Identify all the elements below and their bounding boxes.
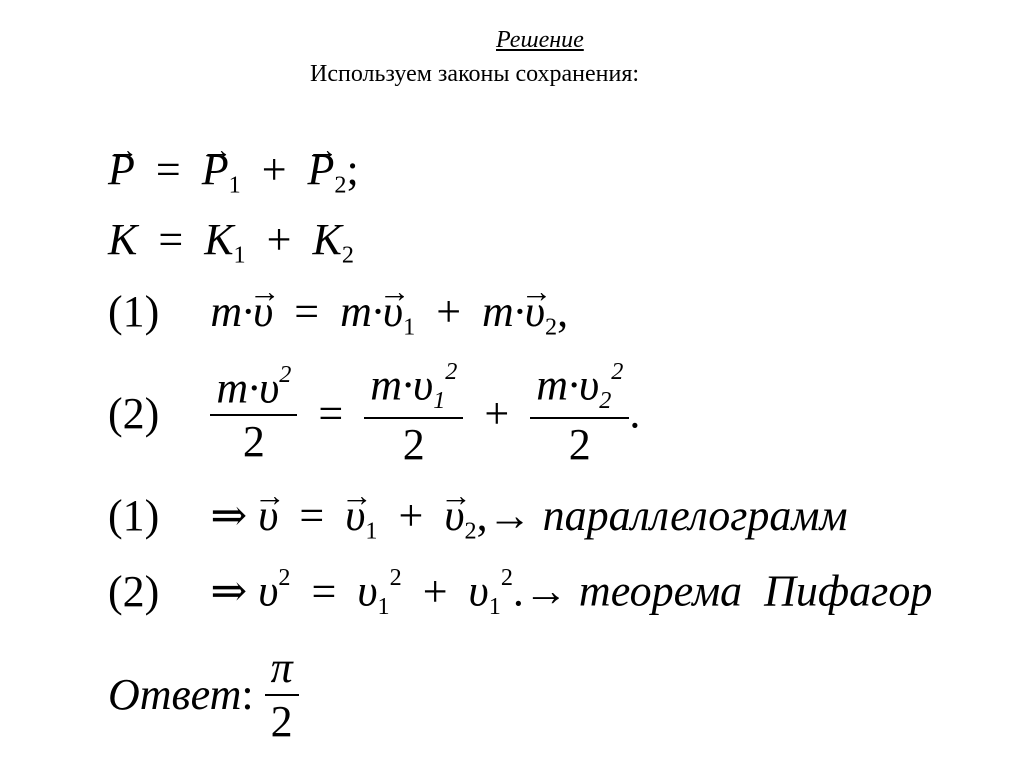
superscript: 2: [278, 564, 291, 591]
mass-term: m·: [210, 287, 254, 336]
semicolon: ;: [346, 145, 359, 194]
speed-v: υ: [258, 566, 279, 616]
speed-v1: υ: [357, 566, 378, 616]
superscript: 2: [389, 564, 402, 591]
numerator: $m\cdot\upsilon^2$: [210, 363, 297, 417]
vector-v: → υ: [253, 290, 273, 334]
energy-k2: K: [312, 215, 342, 264]
equation-tag: (1): [108, 491, 160, 540]
equals-sign: =: [318, 388, 344, 438]
plus-sign: +: [398, 491, 424, 540]
subscript: 1: [403, 313, 416, 341]
comma: ,: [557, 287, 569, 336]
vector-v2: → υ: [525, 290, 545, 334]
subscript: 1: [365, 517, 378, 545]
answer-fraction: [265, 643, 299, 746]
plus-sign: +: [266, 215, 292, 264]
result-parallelogram: [108, 491, 848, 545]
vector-v1: → υ: [345, 494, 365, 538]
superscript: 2: [500, 564, 513, 591]
subscript: 2: [545, 313, 558, 341]
energy-fraction-equation: [108, 358, 641, 470]
denominator: 2: [242, 417, 265, 467]
vector-v1: → υ: [383, 290, 403, 334]
equals-sign: =: [155, 145, 181, 194]
answer-label: Ответ: [108, 670, 242, 719]
conservation-laws-subtitle: Используем законы сохранения:: [310, 61, 640, 87]
denominator: 2: [270, 697, 293, 746]
result-pythagoras: [108, 566, 932, 619]
speed-v1-second: υ: [468, 566, 489, 616]
fraction: [210, 360, 297, 467]
subscript: 2: [341, 241, 354, 269]
momentum-scalar-equation: [108, 287, 569, 341]
equation-tag: (1): [108, 287, 160, 336]
answer: [108, 643, 299, 746]
denominator: 2: [402, 420, 425, 470]
subscript: 1: [228, 171, 241, 199]
plus-sign: +: [436, 287, 462, 336]
arrow-icon: →: [487, 491, 532, 540]
implies-icon: ⇒: [210, 491, 248, 540]
vector-v: → υ: [258, 494, 278, 538]
numerator: π: [265, 646, 299, 696]
period: .: [629, 388, 641, 438]
plus-sign: +: [422, 566, 448, 616]
equals-sign: =: [311, 566, 337, 616]
energy-k1: K: [204, 215, 234, 264]
denominator: 2: [568, 420, 591, 470]
fraction: [530, 358, 629, 470]
subscript: 1: [233, 241, 246, 269]
momentum-equation: [108, 145, 359, 199]
equals-sign: =: [294, 287, 320, 336]
equation-tag: (2): [108, 566, 160, 616]
energy-equation: [108, 215, 354, 269]
numerator: $m\cdot\upsilon_1^2$: [364, 360, 463, 419]
vector-p1: → P: [202, 148, 229, 192]
plus-sign: +: [261, 145, 287, 194]
subscript: 1: [488, 593, 501, 621]
energy-k: K: [108, 215, 138, 264]
equation-tag: (2): [108, 388, 160, 438]
colon: :: [241, 670, 254, 719]
plus-sign: +: [484, 388, 510, 438]
fraction: [364, 358, 463, 470]
implies-icon: ⇒: [210, 566, 248, 616]
subscript: 2: [334, 171, 347, 199]
subscript: 1: [377, 593, 390, 621]
equals-sign: =: [158, 215, 184, 264]
vector-p2: → P: [308, 148, 335, 192]
period: .: [512, 566, 524, 616]
mass-term: m·: [482, 287, 525, 336]
parallelogram-label: параллелограмм: [542, 491, 848, 540]
vector-v2: → υ: [444, 494, 464, 538]
pythagoras-label: теорема Пифагор: [578, 566, 933, 616]
arrow-icon: →: [523, 566, 568, 616]
comma: ,: [476, 491, 488, 540]
solution-heading: Решение: [496, 27, 584, 53]
mass-term: m·: [340, 287, 383, 336]
equals-sign: =: [299, 491, 325, 540]
subscript: 2: [464, 517, 477, 545]
numerator: $m\cdot\upsilon_2^2$: [530, 360, 629, 419]
vector-p: → P: [108, 148, 135, 192]
